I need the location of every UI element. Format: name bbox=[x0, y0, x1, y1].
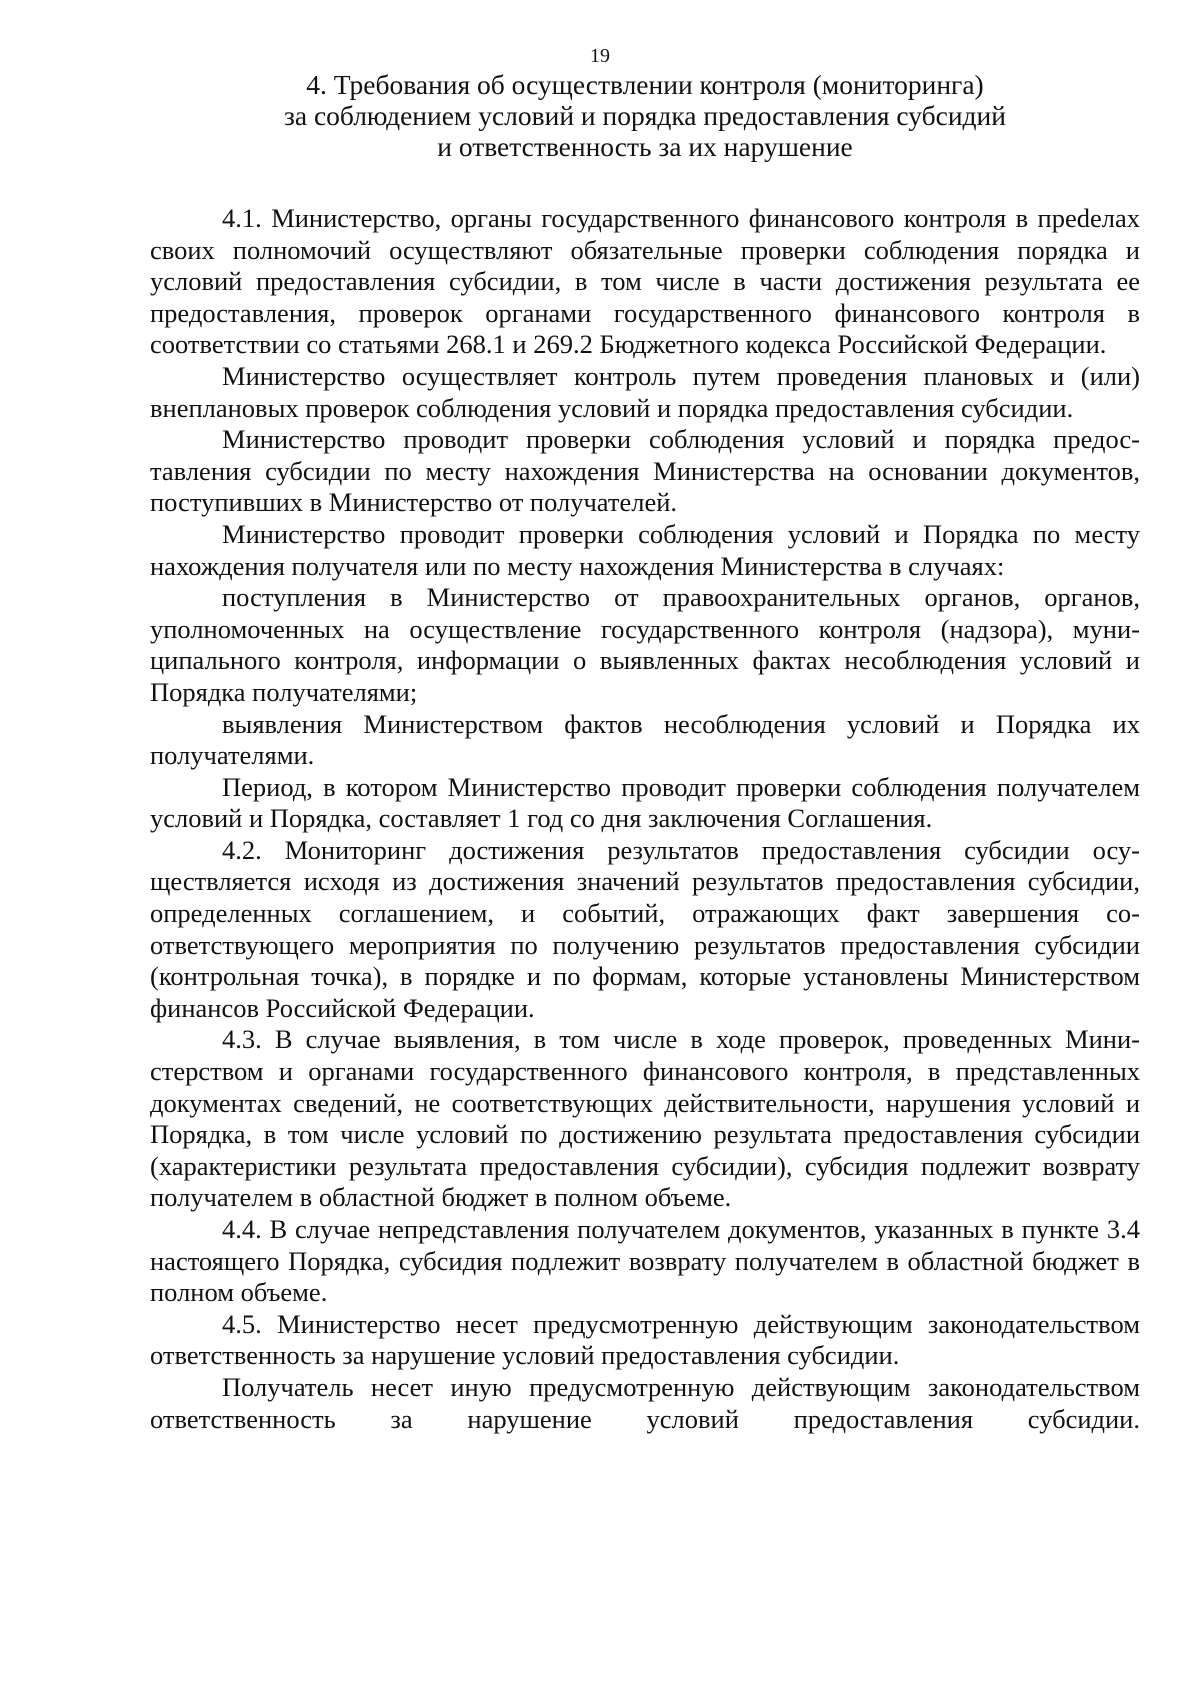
section-body bbox=[150, 203, 1140, 1435]
section-heading-line-3: и ответственность за их нарушение bbox=[437, 131, 853, 162]
paragraph-4-4: 4.4. В случае непредставления получателем документов, указанных в пункте 3.4 настоящего Порядка, субсидия подлежит возврату получателем в областной бюджет в полном объеме. bbox=[150, 1214, 1140, 1308]
paragraph-recipient-liability: Получатель несет иную предусмотренную действующим законодательством ответственность за нарушение условий предоставления субсидии. bbox=[150, 1371, 1140, 1434]
paragraph-desk-checks: Министерство проводит проверки соблюдения условий и порядка предоставления субсидии по месту нахождения Министерства на основании документов, поступивших в Министерство от получателей. bbox=[150, 424, 1140, 518]
section-heading bbox=[150, 69, 1140, 162]
paragraph-check-period: Период, в котором Министерство проводит проверки соблюдения получателем условий и Порядка, составляет 1 год со дня заключения Соглашения. bbox=[150, 771, 1140, 834]
section-heading-line-1: 4. Требования об осуществлении контроля (мониторинга) bbox=[306, 69, 984, 100]
paragraph-control-method: Министерство осуществляет контроль путем проведения плановых и (или) внеплановых проверок соблюдения условий и порядка предоставления субсидии. bbox=[150, 360, 1140, 423]
paragraph-onsite-checks: Министерство проводит проверки соблюдения условий и Порядка по месту нахождения получателя или по месту нахождения Министерства в случаях: bbox=[150, 518, 1140, 581]
paragraph-4-2: 4.2. Мониторинг достижения результатов предоставления субсидии осуществляется исходя из достижения значений результатов предоставления субсидии, определенных соглашением, и событий, отражающих факт завершения соответствующего мероприятия по получению результатов предоставления субсидии (контрольная точка), в порядке и по формам, которые установлены Министерством финансов Российской Федерации. bbox=[150, 834, 1140, 1023]
paragraph-4-5: 4.5. Министерство несет предусмотренную действующим законодательством ответственность за нарушение условий предоставления субсидии. bbox=[150, 1308, 1140, 1371]
paragraph-4-3: 4.3. В случае выявления, в том числе в ходе проверок, проведенных Министерством и органами государственного финансового контроля, в представленных документах сведений, не соответствующих действительности, нарушения условий и Порядка, в том числе условий по достижению результата предоставления субсидии (характеристики результата предоставления субсидии), субсидия подлежит возврату получателем в областной бюджет в полном объеме. bbox=[150, 1024, 1140, 1213]
paragraph-4-1: 4.1. Министерство, органы государственного финансового контроля в преdелах своих полномочий осуществляют обязательные проверки соблюдения порядка и условий предоставления субсидии, в том числе в части достижения результата ее предоставления, проверок органами государственного финансового контроля в соответствии со статьями 268.1 и 269.2 Бюджетного кодекса Российской Федерации. bbox=[150, 203, 1140, 360]
paragraph-case-law-enforcement: поступления в Министерство от правоохранительных органов, органов, уполномоченных на осуществление государственного контроля (надзора), муниципального контроля, информации о выявленных фактах несоблюдения условий и Порядка получателями; bbox=[150, 582, 1140, 707]
section-heading-line-2: за соблюдением условий и порядка предоставления субсидий bbox=[284, 100, 1006, 131]
page-number: 19 bbox=[590, 45, 610, 67]
paragraph-case-ministry-findings: выявления Министерством фактов несоблюдения условий и Порядка их получателями. bbox=[150, 708, 1140, 771]
